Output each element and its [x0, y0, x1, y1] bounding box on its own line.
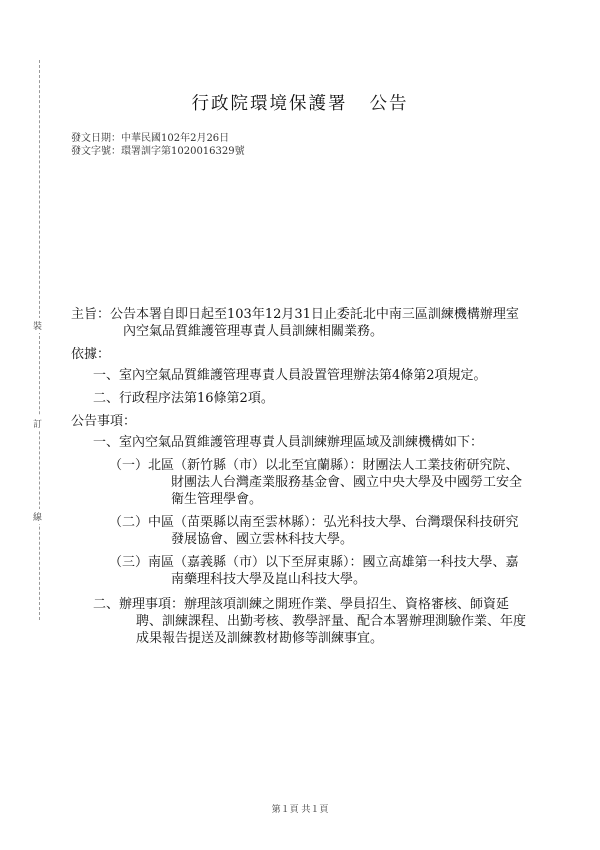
binding-char-zhuang: 裝 — [33, 318, 42, 333]
document-number: 發文字號：環署訓字第1020016329號 — [71, 146, 245, 157]
agency-name: 行政院環境保護署 — [191, 94, 348, 114]
binding-char-xian: 線 — [33, 509, 42, 524]
binding-line — [39, 60, 40, 620]
basis-heading: 依據： — [71, 347, 111, 362]
document-title — [0, 90, 600, 115]
basis-item-2: 二、行政程序法第16條第2項。 — [93, 391, 274, 406]
document-body — [71, 306, 531, 653]
page-number: 第１頁 共１頁 — [271, 805, 329, 815]
issue-date: 發文日期：中華民國102年2月26日 — [71, 133, 230, 144]
document-type: 公告 — [369, 94, 409, 114]
basis-item-1: 一、室內空氣品質維護管理專責人員設置管理辦法第4條第2項規定。 — [93, 368, 487, 383]
region-north: （一）北區（新竹縣（市）以北至宜蘭縣）：財團法人工業技術研究院、財團法人台灣產業服務基金會、國立中央大學及中國勞工安全衛生管理學會。 — [109, 458, 523, 507]
announcement-heading: 公告事項： — [71, 414, 137, 429]
subject-paragraph: 主旨：公告本署自即日起至103年12月31日止委託北中南三區訓練機構辦理室內空氣品質維護管理專責人員訓練相關業務。 — [71, 307, 519, 339]
announcement-item-2: 二、辦理事項：辦理該項訓練之開班作業、學員招生、資格審核、師資延聘、訓練課程、出勤考核、教學評量、配合本署辦理測驗作業、年度成果報告提送及訓練教材勘修等訓練事宜。 — [93, 597, 527, 646]
binding-char-ding: 訂 — [33, 416, 42, 431]
region-central: （二）中區（苗栗縣以南至雲林縣）：弘光科技大學、台灣環保科技研究發展協會、國立雲林科技大學。 — [109, 515, 519, 547]
announcement-item-1: 一、室內空氣品質維護管理專責人員訓練辦理區域及訓練機構如下： — [93, 435, 484, 450]
region-south: （三）南區（嘉義縣（市）以下至屏東縣）：國立高雄第一科技大學、嘉南藥理科技大學及崑山科技大學。 — [109, 555, 519, 587]
